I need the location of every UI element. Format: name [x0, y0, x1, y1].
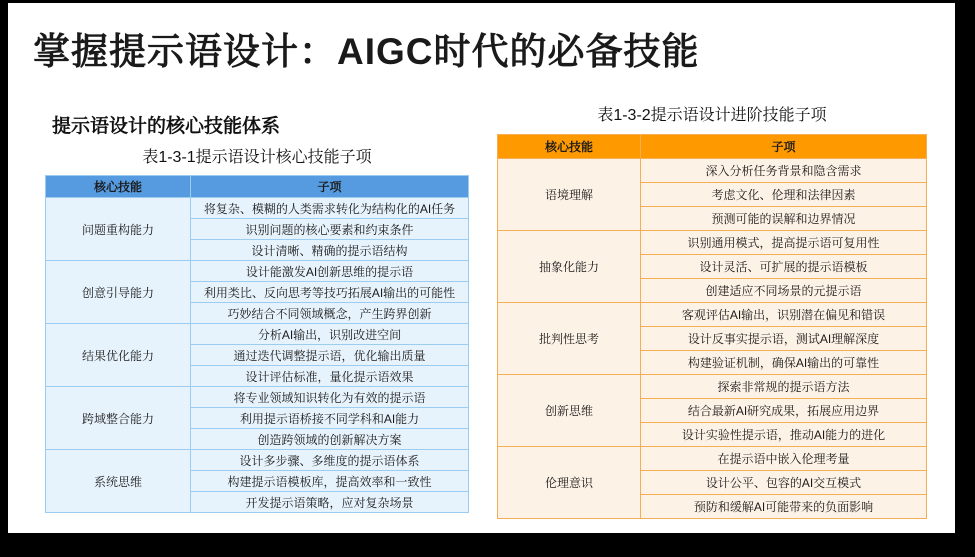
sub-item-cell: 设计实验性提示语，推动AI能力的进化: [641, 423, 927, 447]
sub-item-cell: 识别问题的核心要素和约束条件: [191, 219, 469, 240]
sub-item-cell: 深入分析任务背景和隐含需求: [641, 159, 927, 183]
table-row: [46, 324, 469, 345]
advanced-table-header-row: [498, 135, 927, 159]
table-row: [498, 447, 927, 471]
sub-item-cell: 巧妙结合不同领域概念，产生跨界创新: [191, 303, 469, 324]
sub-item-cell: 设计多步骤、多维度的提示语体系: [191, 450, 469, 471]
sub-item-cell: 利用类比、反向思考等技巧拓展AI输出的可能性: [191, 282, 469, 303]
sub-item-cell: 构建验证机制，确保AI输出的可靠性: [641, 351, 927, 375]
sub-item-cell: 开发提示语策略，应对复杂场景: [191, 492, 469, 513]
core-skills-heading: 提示语设计的核心技能体系: [52, 116, 281, 137]
sub-item-cell: 设计能激发AI创新思维的提示语: [191, 261, 469, 282]
sub-item-cell: 设计评估标准，量化提示语效果: [191, 366, 469, 387]
page-title: 掌握提示语设计：AIGC时代的必备技能: [33, 31, 700, 72]
sub-item-cell: 将专业领域知识转化为有效的提示语: [191, 387, 469, 408]
skill-name-cell: 创意引导能力: [46, 261, 191, 324]
slide: [8, 3, 955, 533]
skill-name-cell: 批判性思考: [498, 303, 641, 375]
advanced-skills-table: [497, 134, 927, 519]
skill-name-cell: 问题重构能力: [46, 198, 191, 261]
table-row: [46, 387, 469, 408]
advanced-table-caption: 表1-3-2提示语设计进阶技能子项: [597, 107, 827, 124]
sub-item-cell: 在提示语中嵌入伦理考量: [641, 447, 927, 471]
skill-name-cell: 系统思维: [46, 450, 191, 513]
sub-item-cell: 预测可能的误解和边界情况: [641, 207, 927, 231]
sub-item-cell: 识别通用模式，提高提示语可复用性: [641, 231, 927, 255]
sub-item-cell: 客观评估AI输出，识别潜在偏见和错误: [641, 303, 927, 327]
sub-item-cell: 考虑文化、伦理和法律因素: [641, 183, 927, 207]
sub-item-cell: 预防和缓解AI可能带来的负面影响: [641, 495, 927, 519]
skill-name-cell: 抽象化能力: [498, 231, 641, 303]
sub-item-cell: 设计反事实提示语，测试AI理解深度: [641, 327, 927, 351]
skill-name-cell: 语境理解: [498, 159, 641, 231]
table-row: [46, 198, 469, 219]
sub-item-cell: 结合最新AI研究成果，拓展应用边界: [641, 399, 927, 423]
table-row: [498, 159, 927, 183]
sub-item-cell: 创造跨领域的创新解决方案: [191, 429, 469, 450]
sub-item-cell: 探索非常规的提示语方法: [641, 375, 927, 399]
sub-item-cell: 利用提示语桥接不同学科和AI能力: [191, 408, 469, 429]
advanced-header-skill: 核心技能: [498, 135, 641, 159]
table-row: [498, 231, 927, 255]
sub-item-cell: 通过迭代调整提示语，优化输出质量: [191, 345, 469, 366]
core-header-sub: 子项: [191, 176, 469, 198]
sub-item-cell: 将复杂、模糊的人类需求转化为结构化的AI任务: [191, 198, 469, 219]
core-skills-table: [45, 175, 469, 513]
sub-item-cell: 构建提示语模板库，提高效率和一致性: [191, 471, 469, 492]
core-table-caption: 表1-3-1提示语设计核心技能子项: [142, 149, 372, 166]
table-row: [498, 303, 927, 327]
core-header-skill: 核心技能: [46, 176, 191, 198]
sub-item-cell: 设计公平、包容的AI交互模式: [641, 471, 927, 495]
core-table-header-row: [46, 176, 469, 198]
table-row: [498, 375, 927, 399]
table-row: [46, 450, 469, 471]
sub-item-cell: 分析AI输出，识别改进空间: [191, 324, 469, 345]
skill-name-cell: 跨域整合能力: [46, 387, 191, 450]
advanced-header-sub: 子项: [641, 135, 927, 159]
sub-item-cell: 设计灵活、可扩展的提示语模板: [641, 255, 927, 279]
skill-name-cell: 创新思维: [498, 375, 641, 447]
skill-name-cell: 伦理意识: [498, 447, 641, 519]
sub-item-cell: 创建适应不同场景的元提示语: [641, 279, 927, 303]
sub-item-cell: 设计清晰、精确的提示语结构: [191, 240, 469, 261]
table-row: [46, 261, 469, 282]
skill-name-cell: 结果优化能力: [46, 324, 191, 387]
